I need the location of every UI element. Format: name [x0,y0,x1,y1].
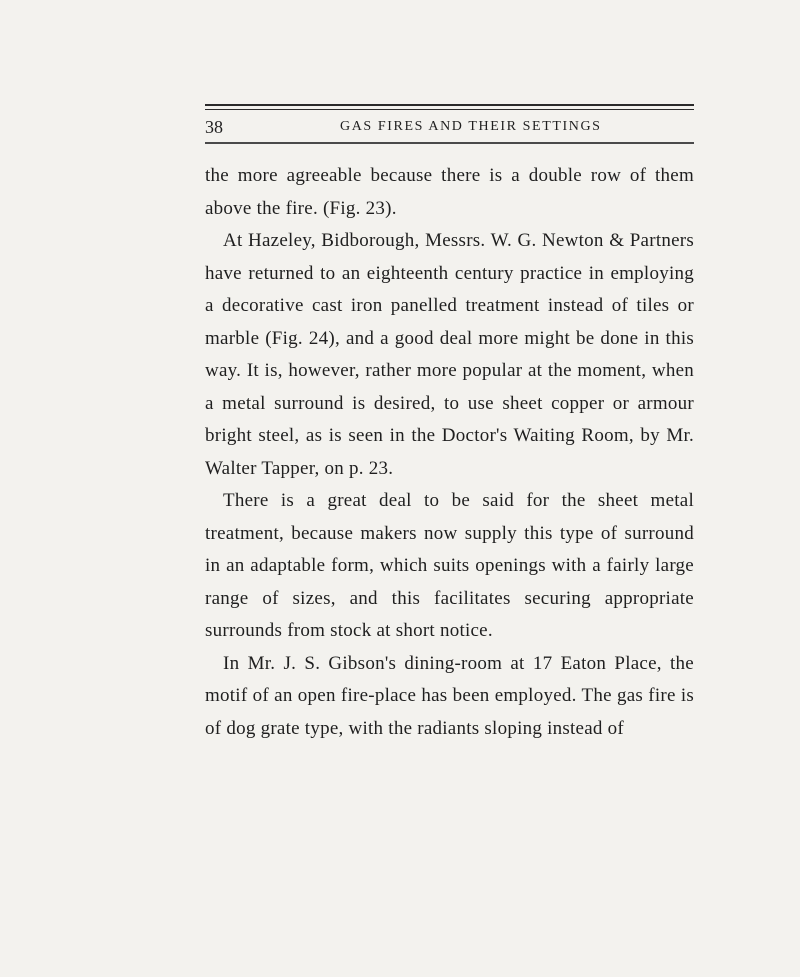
paragraph: In Mr. J. S. Gibson's dining-room at 17 Eaton Place, the motif of an open fire-place has been employed. The gas fire is of dog grate type, with the radiants sloping instead of [205,652,694,739]
page-header [205,115,694,139]
page-number: 38 [205,117,223,137]
header-rule-top [205,104,694,106]
header-rule-bottom [205,142,694,144]
paragraph: At Hazeley, Bidborough, Messrs. W. G. Newton & Partners have returned to an eighteenth century practice in employing a decorative cast iron panelled treatment instead of tiles or marble (Fig. 24), and a good deal more might be done in this way. It is, however, rather more popular at the moment, when a metal surround is desired, to use sheet copper or armour bright steel, as is seen in the Doctor's Waiting Room, by Mr. Walter Tapper, on p. 23. [205,230,694,479]
header-rule-top-thin [205,109,694,110]
body-text [205,160,694,745]
paragraph-continued: the more agreeable because there is a double row of them above the fire. (Fig. 23). [205,165,694,219]
paragraph: There is a great deal to be said for the sheet metal treatment, because makers now supply this type of surround in an adaptable form, which suits openings with a fairly large range of sizes, and this facilitates securing appropriate surrounds from stock at short notice. [205,490,694,641]
running-head: GAS FIRES AND THEIR SETTINGS [340,119,602,134]
